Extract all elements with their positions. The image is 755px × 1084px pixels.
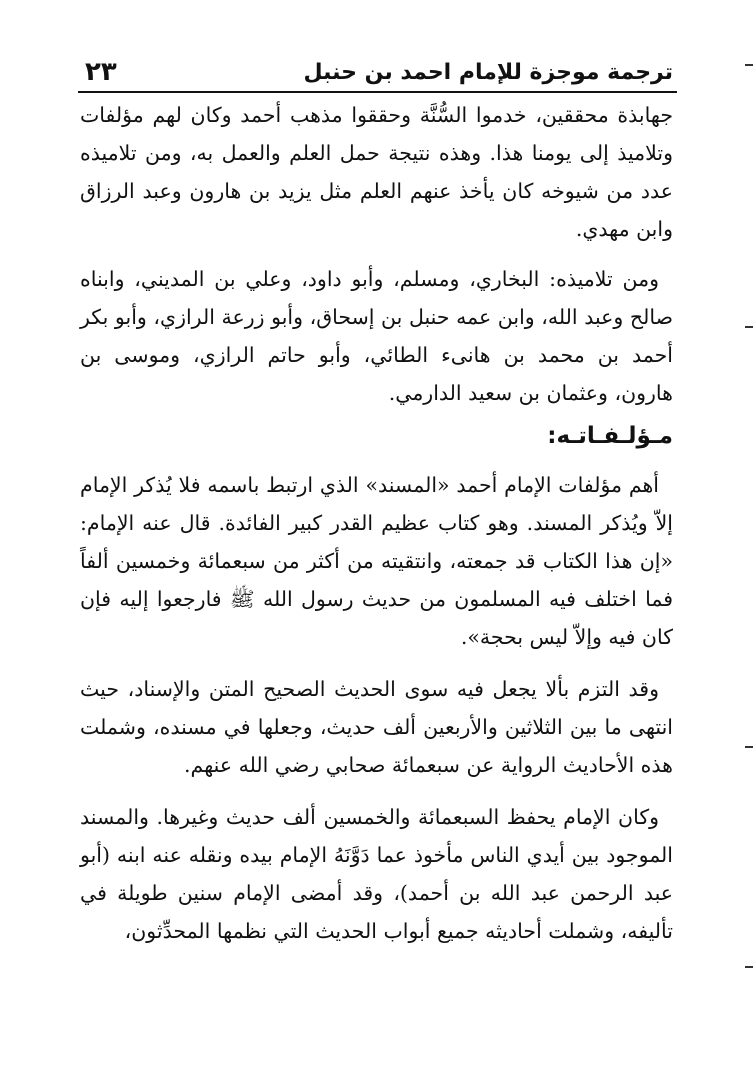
paragraph-students-intro: جهابذة محققين، خدموا السُّنَّة وحققوا مذهب أحمد وكان لهم مؤلفات وتلاميذ إلى يومنا هذا. وهذه نتيجة حمل العلم والعمل به، ومن تلاميذه عدد من شيوخه كان يأخذ عنهم العلم مثل يزيد بن هارون وعبد الرزاق وابن مهدي. [80, 103, 673, 241]
margin-tick [745, 746, 753, 748]
paragraph-musnad-transmission: وكان الإمام يحفظ السبعمائة والخمسين ألف حديث وغيرها. والمسند الموجود بين أيدي الناس مأخوذ عما دَوَّنَهُ الإمام بيده ونقله عنه ابنه (أبو عبد الرحمن عبد الله بن أحمد)، وقد أمضى الإمام سنين طويلة في تأليفه، وشملت أحاديثه جميع أبواب الحديث التي نظمها المحدِّثون، [80, 805, 673, 943]
page-body [80, 96, 673, 950]
running-header [85, 52, 673, 92]
section-heading: مـؤلـفـاتـه: [547, 423, 673, 449]
running-title: ترجمة موجزة للإمام احمد بن حنبل [303, 59, 673, 85]
margin-tick [745, 966, 753, 968]
margin-tick [745, 326, 753, 328]
margin-tick [745, 64, 753, 66]
page-number: ٢٣ [85, 57, 117, 87]
paragraph-students-list: ومن تلاميذه: البخاري، ومسلم، وأبو داود، وعلي بن المديني، وابناه صالح وعبد الله، وابن عمه حنبل بن إسحاق، وأبو زرعة الرازي، وأبو بكر أحمد بن محمد بن هانىء الطائي، وأبو حاتم الرازي، وموسى بن هارون، وعثمان بن سعيد الدارمي. [80, 267, 673, 405]
header-rule [78, 91, 677, 93]
paragraph-musnad-conditions: وقد التزم بألا يجعل فيه سوى الحديث الصحيح المتن والإسناد، حيث انتهى ما بين الثلاثين والأربعين ألف حديث، وجعلها في مسنده، وشملت هذه الأحاديث الرواية عن سبعمائة صحابي رضي الله عنهم. [80, 677, 673, 777]
paragraph-musnad: أهم مؤلفات الإمام أحمد «المسند» الذي ارتبط باسمه فلا يُذكر الإمام إلاّ ويُذكر المسند. وهو كتاب عظيم القدر كبير الفائدة. قال عنه الإمام: «إن هذا الكتاب قد جمعته، وانتقيته من أكثر من سبعمائة وخمسين ألفاً فما اختلف فيه المسلمون من حديث رسول الله ﷺ فارجعوا إليه فإن كان فيه وإلاّ ليس بحجة». [80, 473, 673, 649]
